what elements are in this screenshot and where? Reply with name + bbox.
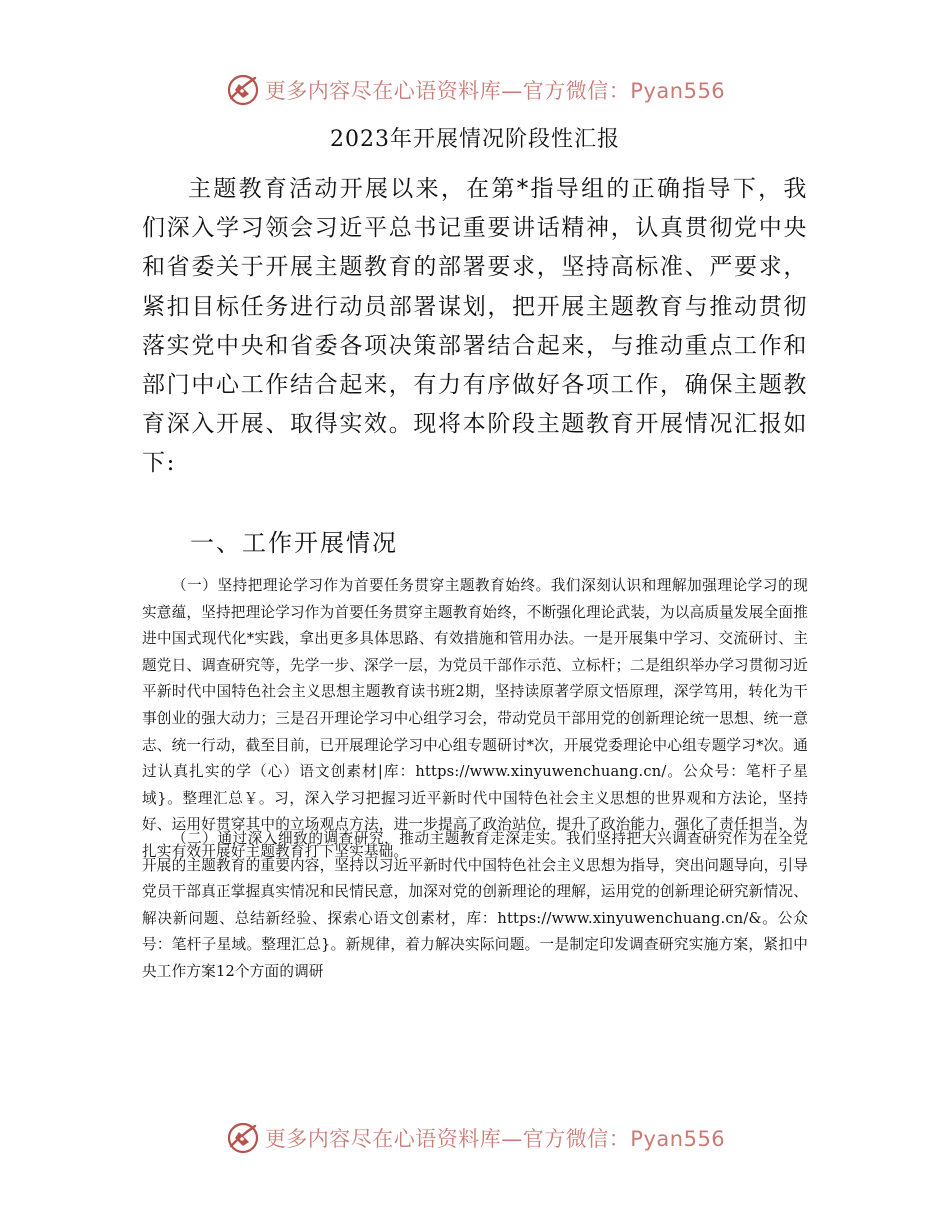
body-paragraph-2: （二）通过深入细致的调查研究，推动主题教育走深走实。我们坚持把大兴调查研究作为在全党开展的主题教育的重要内容，坚持以习近平新时代中国特色社会主义思想为指导，突出问题导向，引导党员干部真正掌握真实情况和民情民意，加深对党的创新理论的理解，运用党的创新理论研究新情况、解决新问题、总结新经验、探索心语文创素材，库：https://www.xinyuwenchuang.cn/&。公众号：笔杆子星域。整理汇总}。新规律，着力解决实际问题。一是制定印发调查研究实施方案，紧扣中央工作方案12个方面的调研 [142,830,808,980]
pen-nib-logo-icon [225,72,261,108]
watermark-banner-bottom [0,1118,950,1158]
watermark-text: 更多内容尽在心语资料库—官方微信：Pyan556 [264,1127,726,1151]
pen-nib-logo-icon [225,1120,261,1156]
body-paragraph-1: （一）坚持把理论学习作为首要任务贯穿主题教育始终。我们深刻认识和理解加强理论学习的现实意蕴，坚持把理论学习作为首要任务贯穿主题教育始终，不断强化理论武装，为以高质量发展全面推进中国式现代化*实践，拿出更多具体思路、有效措施和管用办法。一是开展集中学习、交流研讨、主题党日、调查研究等，先学一步、深学一层，为党员干部作示范、立标杆；二是组织举办学习贯彻习近平新时代中国特色社会主义思想主题教育读书班2期，坚持读原著学原文悟原理，深学笃用，转化为干事创业的强大动力；三是召开理论学习中心组学习会，带动党员干部用党的创新理论统一思想、统一意志、统一行动，截至目前，已开展理论学习中心组专题研讨*次，开展党委理论中心组专题学习*次。通过认真扎实的学（心）语文创素材|库：https://www.xinyuwenchuang.cn/。公众号：笔杆子星域}。整理汇总￥。习，深入学习把握习近平新时代中国特色社会主义思想的世界观和方法论，坚持好、运用好贯穿其中的立场观点方法，进一步提高了政治站位，提升了政治能力，强化了责任担当，为扎实有效开展好主题教育打下坚实基础。 [142,577,808,860]
document-title: 2023年开展情况阶段性汇报 [330,127,620,152]
section-heading: 一、工作开展情况 [190,529,398,557]
watermark-banner-top [0,70,950,110]
intro-paragraph: 主题教育活动开展以来，在第*指导组的正确指导下，我们深入学习领会习近平总书记重要讲话精神，认真贯彻党中央和省委关于开展主题教育的部署要求，坚持高标准、严要求，紧扣目标任务进行动员部署谋划，把开展主题教育与推动贯彻落实党中央和省委各项决策部署结合起来，与推动重点工作和部门中心工作结合起来，有力有序做好各项工作，确保主题教育深入开展、取得实效。现将本阶段主题教育开展情况汇报如下: [142,176,808,477]
watermark-text: 更多内容尽在心语资料库—官方微信：Pyan556 [264,79,726,103]
